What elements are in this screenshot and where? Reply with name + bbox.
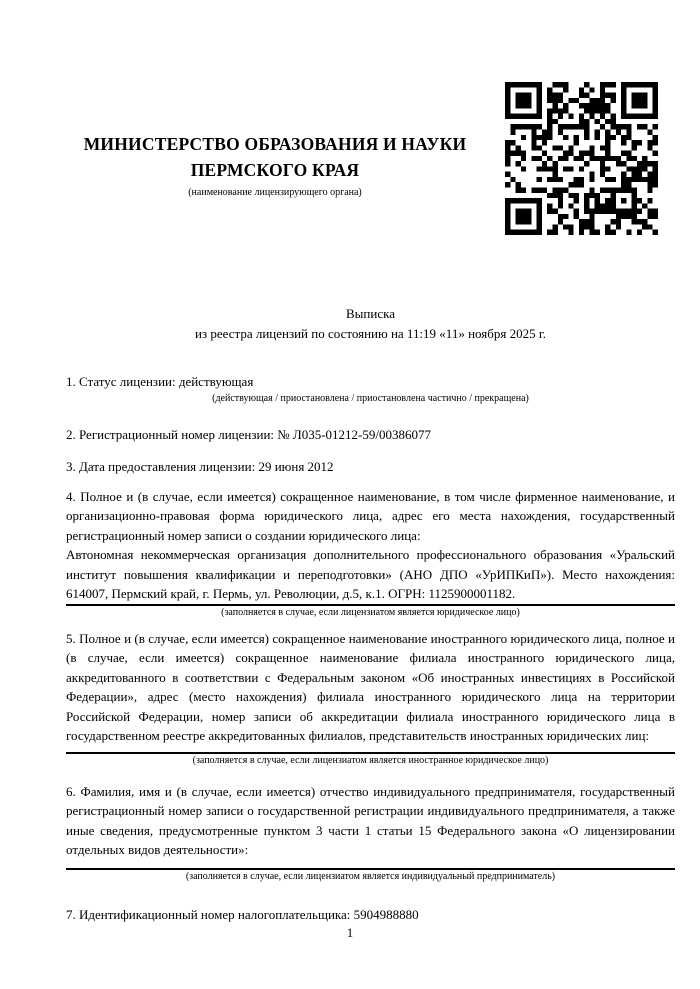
item-license-status-caption: (действующая / приостановлена / приостановлена частично / прекращена): [212, 392, 529, 404]
title-line: Выписка: [346, 306, 395, 321]
item-taxpayer-number: 7. Идентификационный номер налогоплательщика: 5904988880: [66, 906, 419, 922]
item-legal-entity-caption: (заполняется в случае, если лицензиатом является юридическое лицо): [221, 606, 520, 618]
item-foreign-entity-caption: (заполняется в случае, если лицензиатом является иностранное юридическое лицо): [192, 754, 549, 766]
ministry-name-line1: МИНИСТЕРСТВО ОБРАЗОВАНИЯ И НАУКИ: [83, 134, 467, 154]
title-subtitle: из реестра лицензий по состоянию на 11:19 «11» ноября 2025 г.: [195, 325, 546, 341]
document-title: [66, 304, 675, 343]
item-legal-entity: [66, 487, 675, 619]
ministry-name-line2: ПЕРМСКОГО КРАЯ: [190, 160, 360, 180]
item-individual-entrepreneur-caption: (заполняется в случае, если лицензиатом является индивидуальный предприниматель): [185, 870, 556, 882]
item-foreign-entity: [66, 629, 675, 767]
item-legal-entity-value: Автономная некоммерческая организация дополнительного профессионального образования «Уральский институт повышения квалификации и переподготовки» (АНО ДПО «УрИПКиП»). Место нахождения: 614007, Пермский край, г. Пермь, ул. Революции, д.5, к.1. ОГРН: 1125900001182.: [66, 547, 675, 601]
item-foreign-entity-label: 5. Полное и (в случае, если имеется) сокращенное наименование иностранного юридического лица, полное и (в случае, если имеется) сокращенное наименование филиала иностранного юридического лица, аккредитованного в соответствии с Федеральным законом «Об иностранных инвестициях в Российской Федерации», адрес (место нахождения) филиала иностранного юридического лица на территории Российской Федерации, номер записи об аккредитации филиала иностранного юридического лица в государственном реестре аккредитованных филиалов, представительств иностранных юридических лиц:: [66, 630, 675, 743]
item-individual-entrepreneur-label: 6. Фамилия, имя и (в случае, если имеется) отчество индивидуального предпринимателя, государственный регистрационный номер записи о государственной регистрации индивидуального предпринимателя, а также иные сведения, предусмотренные пунктом 3 части 1 статьи 15 Федерального закона «О лицензировании отдельных видов деятельности»:: [66, 783, 675, 857]
item-individual-entrepreneur: [66, 782, 675, 883]
page-number: 1: [346, 926, 354, 940]
item-license-status: 1. Статус лицензии: действующая: [66, 374, 254, 389]
item-license-grant-date: 3. Дата предоставления лицензии: 29 июня 2012: [66, 459, 334, 474]
licensing-authority-block: [66, 131, 484, 199]
ministry-caption: (наименование лицензирующего органа): [188, 187, 362, 198]
item-legal-entity-label: 4. Полное и (в случае, если имеется) сокращенное наименование, в том числе фирменное наименование, и организационно-правовая форма юридического лица, адрес его места нахождения, государственный регистрационный номер записи о создании юридического лица:: [66, 488, 675, 543]
document-body: [66, 300, 675, 924]
qr-code-icon: [505, 82, 658, 235]
item-registration-number: 2. Регистрационный номер лицензии: № Л035-01212-59/00386077: [66, 426, 432, 442]
